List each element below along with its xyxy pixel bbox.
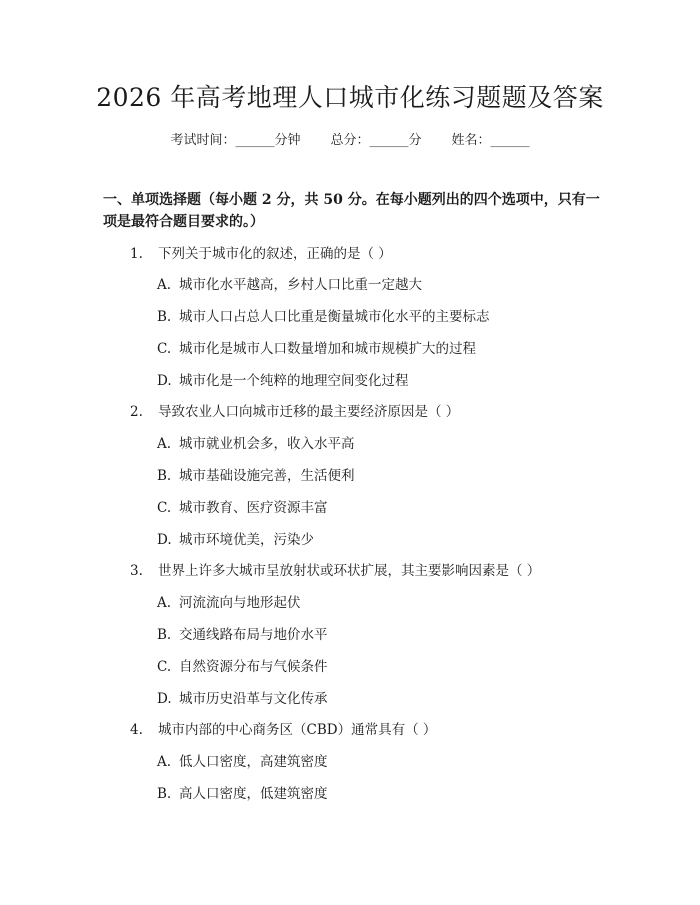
option-letter: B. (157, 786, 172, 802)
option-1d (157, 371, 409, 391)
section-header: 一、单项选择题（每小题 2 分，共 50 分。在每小题列出的四个选项中，只有一项是最符合题目要求的。） (103, 192, 600, 230)
total-score-field: 总分：______分 (330, 133, 422, 148)
question-2 (130, 402, 459, 422)
option-text: 低人口密度，高建筑密度 (179, 754, 328, 770)
question-4 (130, 720, 436, 740)
option-letter: D. (157, 691, 172, 707)
option-letter: D. (157, 373, 172, 389)
option-1b (157, 307, 490, 327)
option-letter: A. (157, 595, 172, 611)
exam-meta (0, 131, 700, 151)
question-3 (130, 561, 540, 581)
option-text: 城市环境优美，污染少 (179, 532, 314, 548)
option-4b (157, 784, 328, 804)
option-3c (157, 657, 328, 677)
question-text: 下列关于城市化的叙述，正确的是（ ） (158, 246, 392, 262)
option-letter: C. (157, 341, 172, 357)
option-text: 城市化是城市人口数量增加和城市规模扩大的过程 (179, 341, 476, 357)
option-letter: C. (157, 500, 172, 516)
student-name-field: 姓名：______ (451, 133, 530, 148)
option-text: 城市化水平越高，乡村人口比重一定越大 (179, 277, 422, 293)
question-number: 3. (130, 563, 143, 579)
question-1 (130, 244, 392, 264)
option-letter: A. (157, 436, 172, 452)
option-letter: A. (157, 754, 172, 770)
option-3b (157, 625, 328, 645)
option-text: 高人口密度，低建筑密度 (179, 786, 328, 802)
question-number: 4. (130, 722, 143, 738)
option-2d (157, 530, 314, 550)
option-2b (157, 466, 355, 486)
option-1c (157, 339, 476, 359)
option-text: 自然资源分布与气候条件 (179, 659, 328, 675)
option-text: 交通线路布局与地价水平 (179, 627, 328, 643)
option-text: 城市化是一个纯粹的地理空间变化过程 (179, 373, 409, 389)
option-2a (157, 434, 355, 454)
option-text: 城市人口占总人口比重是衡量城市化水平的主要标志 (179, 309, 490, 325)
option-text: 城市历史沿革与文化传承 (179, 691, 328, 707)
option-letter: D. (157, 532, 172, 548)
question-text: 城市内部的中心商务区（CBD）通常具有（ ） (158, 722, 437, 738)
option-text: 河流流向与地形起伏 (179, 595, 301, 611)
question-number: 1. (130, 246, 143, 262)
option-letter: B. (157, 309, 172, 325)
question-text: 导致农业人口向城市迁移的最主要经济原因是（ ） (158, 404, 460, 420)
exam-title: 2026 年高考地理人口城市化练习题题及答案 (96, 83, 604, 112)
option-3d (157, 689, 328, 709)
option-letter: B. (157, 468, 172, 484)
option-2c (157, 498, 328, 518)
option-text: 城市基础设施完善，生活便利 (179, 468, 355, 484)
option-text: 城市就业机会多，收入水平高 (179, 436, 355, 452)
option-letter: C. (157, 659, 172, 675)
option-1a (157, 275, 422, 295)
option-3a (157, 593, 301, 613)
question-number: 2. (130, 404, 143, 420)
exam-time-field: 考试时间：______分钟 (170, 133, 301, 148)
option-letter: A. (157, 277, 172, 293)
question-text: 世界上许多大城市呈放射状或环状扩展，其主要影响因素是（ ） (158, 563, 541, 579)
option-text: 城市教育、医疗资源丰富 (179, 500, 328, 516)
option-4a (157, 752, 328, 772)
option-letter: B. (157, 627, 172, 643)
